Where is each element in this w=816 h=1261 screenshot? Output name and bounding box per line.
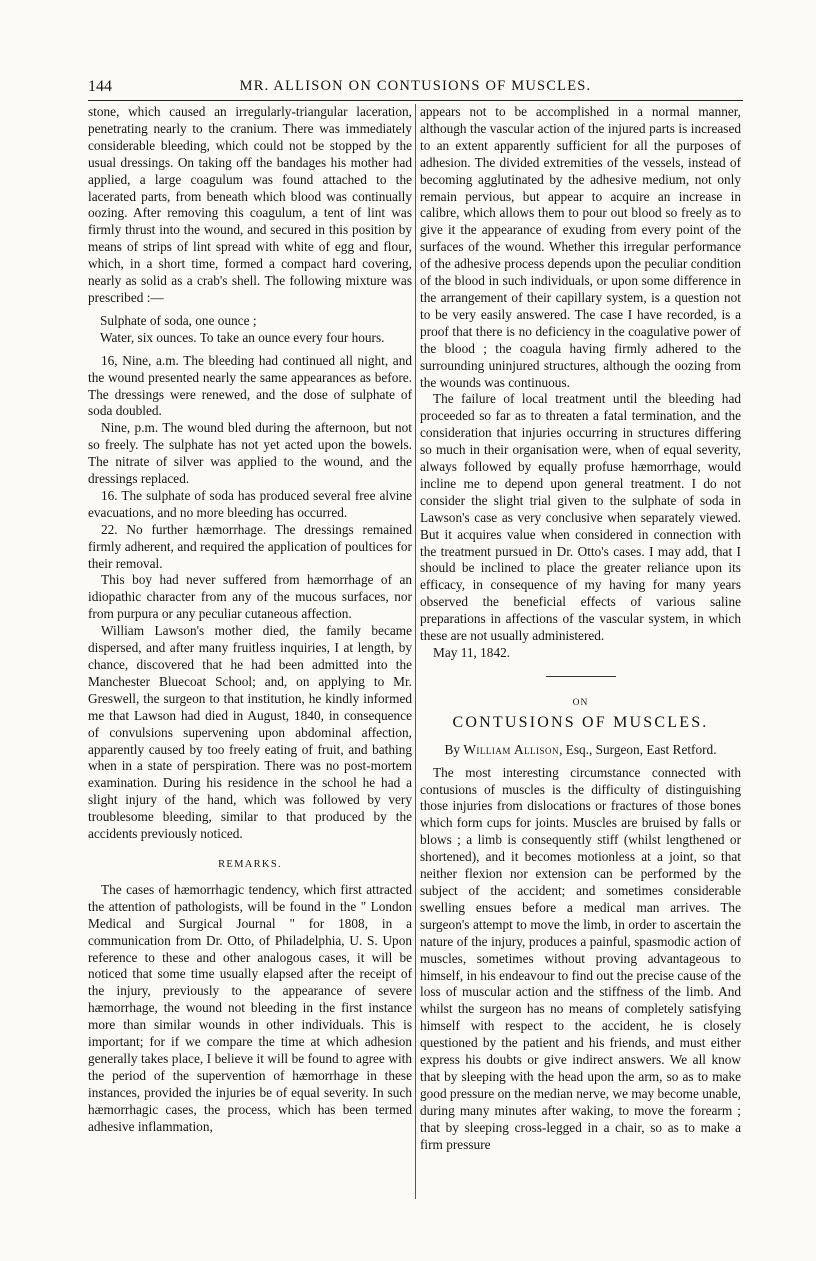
byline — [420, 742, 741, 759]
paragraph: 16, Nine, a.m. The bleeding had continued all night, and the wound presented nearly the same appearances as before. The dressings were renewed, and the dose of sulphate of soda doubled. — [88, 352, 412, 419]
paragraph: This boy had never suffered from hæmorrhage of an idiopathic character from any of the mucous surfaces, nor from purpura or any peculiar cutaneous affection. — [88, 572, 412, 622]
prescription-line: Sulphate of soda, one ounce ; — [100, 312, 257, 328]
column-divider — [415, 104, 416, 1199]
page-number: 144 — [88, 78, 112, 95]
paragraph: 16. The sulphate of soda has produced several free alvine evacuations, and no more bleeding has occurred. — [88, 487, 412, 520]
running-title: MR. ALLISON ON CONTUSIONS OF MUSCLES. — [239, 78, 592, 94]
section-rule — [546, 676, 616, 677]
article-title: CONTUSIONS OF MUSCLES. — [452, 713, 709, 731]
paragraph: William Lawson's mother died, the family became dispersed, and after many fruitless inquiries, I at length, by chance, discovered that he had been admitted into the Manchester Bluecoat School; and, on applying to Mr. Greswell, the surgeon to that institution, he kindly informed me that Lawson had died in August, 1840, in consequence of convulsions supervening upon abdominal affection, apparently caused by too freely eating of fruit, and bathing when in a state of perspiration. There was no post-mortem examination. During his residence in the school he had a slight injury of the hand, which was followed by very troublesome bleeding, similar to that produced by the accidents previously noticed. — [88, 623, 412, 842]
paragraph: 22. No further hæmorrhage. The dressings remained firmly adherent, and required the application of poultices for their removal. — [88, 521, 412, 571]
page-header — [88, 78, 743, 100]
left-column — [88, 104, 412, 1204]
prescription-line: Water, six ounces. To take an ounce every four hours. — [100, 329, 385, 345]
byline-prefix: By — [444, 741, 460, 757]
paragraph: appears not to be accomplished in a normal manner, although the vascular action of the injured parts is increased to an extent apparently sufficient for all the purposes of adhesion. The divided extremities of the vessels, instead of becoming agglutinated by the adhesive medium, not only remain pervious, but appear to acquire an increase in calibre, which allows them to pour out blood so freely as to give it the appearance of exuding from every point of the surfaces of the wound. Whether this irregular performance of the adhesive process depends upon the peculiar condition of the blood in such individuals, or upon some difference in the arrangement of their capillary system, is a question not to be very easily answered. The case I have recorded, is a proof that there is no deficiency in the coagulative power of the blood ; the coagula having firmly adhered to the surrounding uninjured structures, although the oozing from the wounds was continuous. — [420, 104, 741, 390]
header-rule — [88, 100, 743, 101]
byline-suffix: , Esq., Surgeon, East Retford. — [559, 741, 717, 757]
paragraph: The failure of local treatment until the bleeding had proceeded so far as to threaten a fatal termination, and the consideration that injuries occurring in structures differing so much in their organisation were, when of equal severity, always followed by equally profuse hæmorrhage, would incline me to depend upon general treatment. I do not consider the slight trial given to the sulphate of soda in Lawson's case as very conclusive when separately viewed. But it acquires value when considered in connection with the treatment pursued in Dr. Otto's cases. I may add, that I should be inclined to place the greater reliance upon its efficacy, in consequence of my having for many years observed the beneficial effects of various saline preparations in affections of the vascular system, in which these are not usually administered. — [420, 391, 741, 644]
author-name: William Allison — [463, 741, 560, 757]
paragraph: stone, which caused an irregularly-triangular laceration, penetrating nearly to the cranium. There was immediately considerable bleeding, which could not be stopped by the usual dressings. On taking off the bandages his mother had applied, a large coagulum was found attached to the lacerated parts, from beneath which blood was continually oozing. After removing this coagulum, a tent of lint was firmly thrust into the wound, and secured in this position by means of strips of lint spread with white of egg and flour, which, in a short time, formed a compact hard covering, nearly as solid as a crab's shell. The following mixture was prescribed :— — [88, 104, 412, 305]
paragraph: The cases of hæmorrhagic tendency, which first attracted the attention of pathologists, will be found in the " London Medical and Surgical Journal " for 1808, in a communication from Dr. Otto, of Philadelphia, U. S. Upon reference to these and other analogous cases, it will be noticed that some time usually elapsed after the receipt of the injury, previously to the appearance of severe hæmorrhage, the wound not bleeding in the first instance more than similar wounds in other individuals. This is important; for if we compare the time at which adhesion generally takes place, I believe it will be found to agree with the period of the supervention of hæmorrhage in these instances, provided the injuries be of equal severity. In such hæmorrhagic cases, the process, which has been termed adhesive inflammation, — [88, 881, 412, 1134]
paragraph: Nine, p.m. The wound bled during the afternoon, but not so freely. The sulphate has not yet acted upon the bowels. The nitrate of silver was applied to the wound, and the dressings replaced. — [88, 420, 412, 487]
remarks-heading: REMARKS. — [218, 858, 282, 870]
title-prefix: ON — [572, 697, 589, 708]
right-column — [420, 104, 741, 1204]
paragraph: The most interesting circumstance connected with contusions of muscles is the difficulty of distinguishing those injuries from dislocations or fractures of those bones which form cups for joints. Muscles are bruised by falls or blows ; a limb is consequently stiff (whilst lengthened or shortened), and it becomes motionless at a joint, so that neither flexion nor extension can be performed by the subject of the accident; and sometimes considerable swelling ensues before a medical man arrives. The surgeon's attempt to move the limb, in order to ascertain the nature of the injury, produces a painful, spasmodic action of muscles, sometimes without proving advantageous to himself, in his endeavour to find out the precise cause of the loss of muscular action and the stiffness of the limb. And whilst the surgeon has no means of completely satisfying himself with respect to the accident, he is closely questioned by the patient and his friends, and must either express his doubts or give indirect answers. We all know that by sleeping with the head upon the arm, so as to make good pressure on the median nerve, we may become unable, during many minutes after waking, to move the forearm ; that by sleeping cross-legged in a chair, so as to make a firm pressure — [420, 764, 741, 1152]
date-line: May 11, 1842. — [433, 645, 511, 660]
prescription — [100, 313, 412, 347]
